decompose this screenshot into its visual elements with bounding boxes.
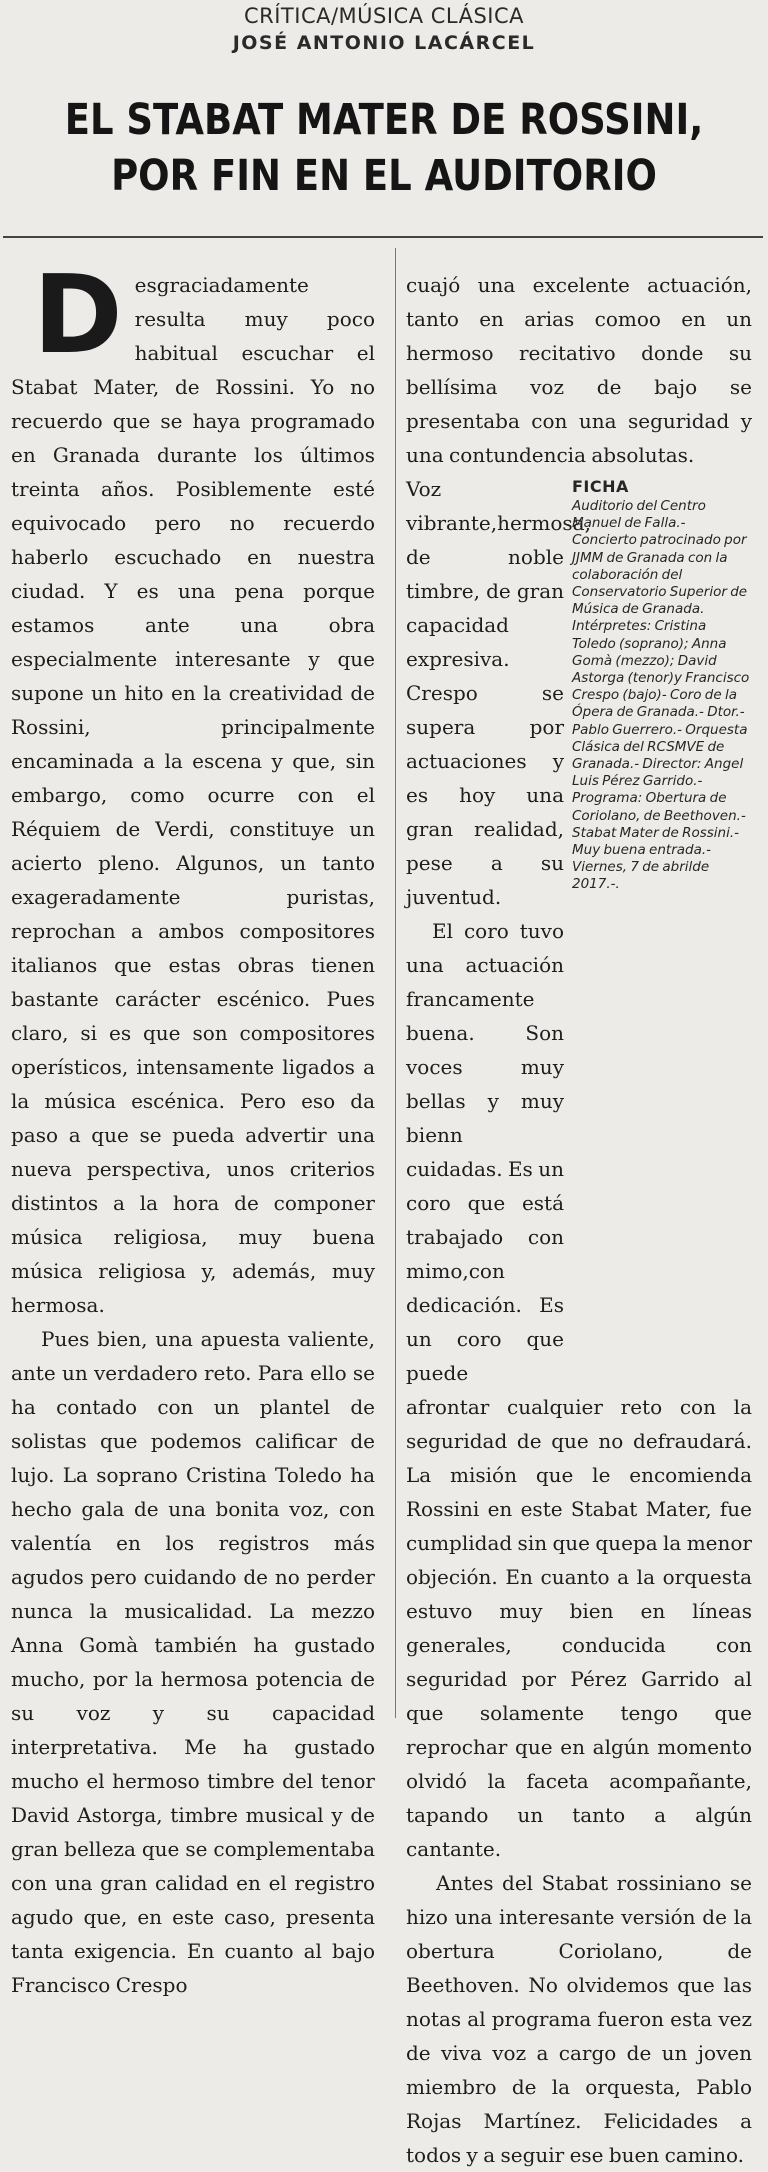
article-paragraph xyxy=(11,253,375,1322)
article-paragraph: El coro tuvo una actuación francamente buena. Son voces muy bellas y muy bienn cuidadas. Es un coro que está trabajado con mimo,con dedicación. Es un coro que puede xyxy=(406,919,564,1385)
drop-cap: D xyxy=(33,253,123,378)
headline xyxy=(62,92,705,204)
article-left-column xyxy=(11,253,375,2002)
article-paragraph: Pues bien, una apuesta valiente, ante un verdadero reto. Para ello se ha contado con un plantel de solistas que podemos calificar de lujo. La soprano Cristina Toledo ha hecho gala de una bonita voz, con valentía en los registros más agudos pero cuidando de no perder nunca la musicalidad. La mezzo Anna Gomà también ha gustado mucho, por la hermosa potencia de su voz y su capacidad interpretativa. Me ha gustado mucho el hermoso timbre del tenor David Astorga, timbre musical y de gran belleza que se complementaba con una gran calidad en el registro agudo que, en este caso, presenta tanta exigencia. En cuanto al bajo Francisco Crespo xyxy=(11,1327,375,1997)
headline-divider xyxy=(3,236,763,238)
headline-line-2: POR FIN EN EL AUDITORIO xyxy=(111,151,657,201)
article-right-column xyxy=(406,268,752,2172)
article-paragraph: cuajó una excelente actuación, tanto en arias comoo en un hermoso recitativo donde su bellísima voz de bajo se presentaba con una seguridad y una contundencia absolutas. xyxy=(406,273,752,467)
column-divider xyxy=(395,248,396,1718)
headline-line-1: EL STABAT MATER DE ROSSINI, xyxy=(64,95,704,145)
section-kicker: CRÍTICA/MÚSICA CLÁSICA xyxy=(243,4,525,28)
ficha-title: FICHA xyxy=(572,477,629,496)
ficha-text: Auditorio del Centro Manuel de Falla.- Concierto patrocinado por JJMM de Granada con la colaboración del Conservatorio Superior de Música de Granada. Intérpretes: Cristina Toledo (soprano); Anna Gomà (mezzo); David Astorga (tenor)y Francisco Crespo (bajo)- Coro de la Ópera de Granada.- Dtor.- Pablo Guerrero.- Orquesta Clásica del RCSMVE de Granada.- Director: Angel Luis Pérez Garrido.- Programa: Obertura de Coriolano, de Beethoven.- Stabat Mater de Rossini.- Muy buena entrada.- Viernes, 7 de abrilde 2017.-. xyxy=(572,498,750,893)
wrapped-text-block xyxy=(406,472,591,1390)
article-paragraph: afrontar cualquier reto con la seguridad de que no defraudará. La misión que le encomienda Rossini en este Stabat Mater, fue cumplidad sin que quepa la menor objeción. En cuanto a la orquesta estuvo muy bien en líneas generales, conducida con seguridad por Pérez Garrido al que solamente tengo que reprochar que en algún momento olvidó la faceta acompañante, tapando un tanto a algún cantante. xyxy=(406,1395,752,1861)
info-box-ficha xyxy=(572,476,752,894)
article-paragraph: Antes del Stabat rossiniano se hizo una interesante versión de la obertura Coriolano, de Beethoven. No olvidemos que las notas al programa fueron esta vez de viva voz a cargo de un joven miembro de la orquesta, Pablo Rojas Martínez. Felicidades a todos y a seguir ese buen camino. xyxy=(406,1871,752,2167)
paragraph-text: esgraciadamente resulta muy poco habitual escuchar el Stabat Mater, de Rossini. Yo no recuerdo que se haya programado en Granada durante los últimos treinta años. Posiblemente esté equivocado pero no recuerdo haberlo escuchado en nuestra ciudad. Y es una pena porque estamos ante una obra especialmente interesante y que supone un hito en la creatividad de Rossini, principalmente encaminada a la escena y que, sin embargo, como ocurre con el Réquiem de Verdi, constituye un acierto pleno. Algunos, un tanto exageradamente puristas, reprochan a ambos compositores italianos que estas obras tienen bastante carácter escénico. Pues claro, si es que son compositores operísticos, intensamente ligados a la música escénica. Pero eso da paso a que se pueda advertir una nueva perspectiva, unos criterios distintos a la hora de componer música religiosa, muy buena música religiosa y, además, muy hermosa. xyxy=(11,273,375,1317)
author-byline: JOSÉ ANTONIO LACÁRCEL xyxy=(232,32,536,54)
article-paragraph: Voz vibrante,hermosa, de noble timbre, de gran capacidad expresiva. Crespo se supera por actuaciones y es hoy una gran realidad, pese a su juventud. xyxy=(406,477,591,909)
